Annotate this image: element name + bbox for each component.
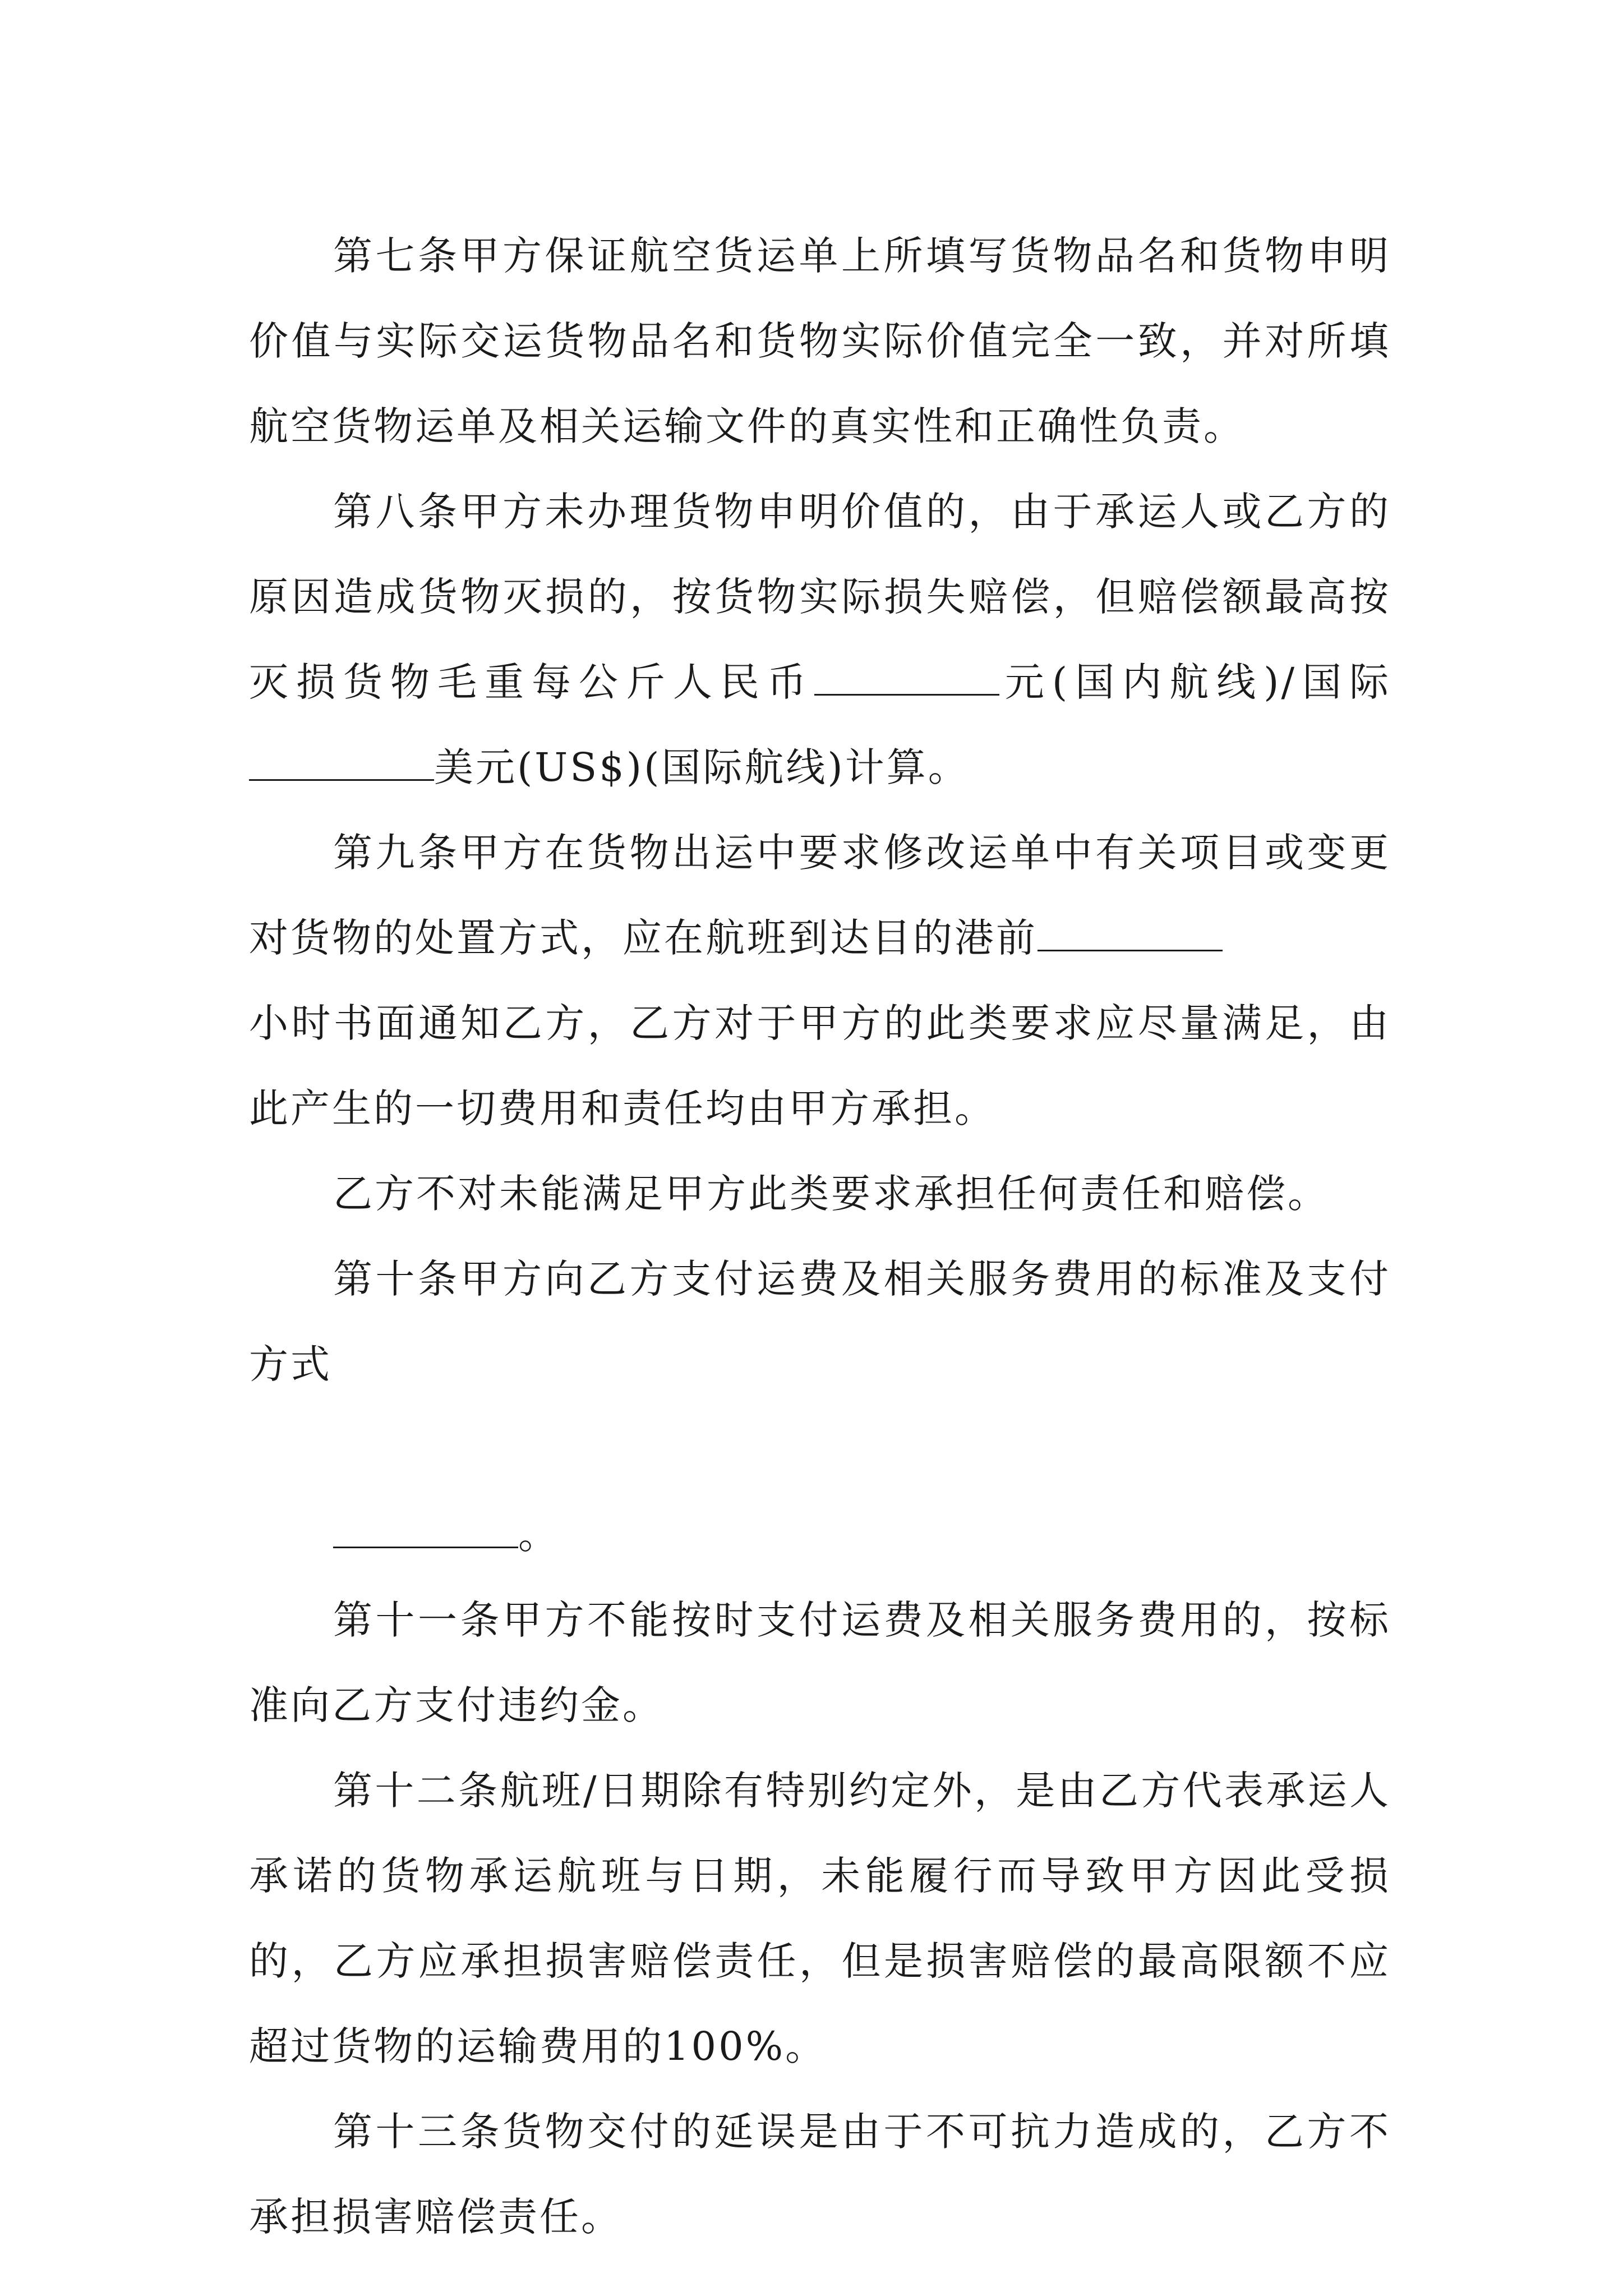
article-9 — [249, 810, 1391, 1151]
article-12 — [249, 1748, 1391, 2089]
document-body — [249, 213, 1391, 2260]
article-11 — [249, 1577, 1391, 1748]
article-11-text: 第十一条甲方不能按时支付运费及相关服务费用的，按标准向乙方支付违约金。 — [249, 1597, 1391, 1728]
article-13 — [249, 2089, 1391, 2260]
article-7 — [249, 213, 1391, 469]
article-8-text-c: 美元(US$)(国际航线)计算。 — [434, 744, 970, 790]
blank-field-rmb-amount — [814, 660, 999, 696]
blank-line — [249, 1407, 1391, 1492]
article-10-text: 第十条甲方向乙方支付运费及相关服务费用的标准及支付方式 — [249, 1256, 1391, 1387]
article-13-text: 第十三条货物交付的延误是由于不可抗力造成的，乙方不承担损害赔偿责任。 — [249, 2109, 1391, 2240]
article-8 — [249, 469, 1391, 810]
article-10 — [249, 1236, 1391, 1407]
article-10-payment — [249, 1492, 1391, 1577]
article-8-text-a: 第八条甲方未办理货物申明价值的，由于承运人或乙方的原因造成货物灭损的，按货物实际损失赔偿，但赔偿额最高按灭损货物毛重每公斤人民币 — [249, 489, 1391, 705]
article-10-end: 。 — [518, 1512, 560, 1558]
article-9-text-a: 第九条甲方在货物出运中要求修改运单中有关项目或变更对货物的处置方式，应在航班到达目的港前 — [249, 830, 1391, 961]
blank-field-usd-amount — [249, 746, 434, 781]
blank-field-payment-method — [333, 1513, 518, 1548]
article-12-text: 第十二条航班/日期除有特别约定外，是由乙方代表承运人承诺的货物承运航班与日期，未能履行而导致甲方因此受损的，乙方应承担损害赔偿责任，但是损害赔偿的最高限额不应超过货物的运输费用的100%。 — [249, 1768, 1391, 2069]
article-8-text-b: 元(国内航线)/国际 — [999, 659, 1391, 705]
article-9-note — [249, 1151, 1391, 1236]
article-7-text: 第七条甲方保证航空货运单上所填写货物品名和货物申明价值与实际交运货物品名和货物实际价值完全一致，并对所填航空货物运单及相关运输文件的真实性和正确性负责。 — [249, 233, 1391, 449]
article-9-text-b: 小时书面通知乙方，乙方对于甲方的此类要求应尽量满足，由此产生的一切费用和责任均由甲方承担。 — [249, 1000, 1391, 1131]
blank-field-hours — [1038, 916, 1223, 951]
article-9-note-text: 乙方不对未能满足甲方此类要求承担任何责任和赔偿。 — [333, 1171, 1329, 1217]
